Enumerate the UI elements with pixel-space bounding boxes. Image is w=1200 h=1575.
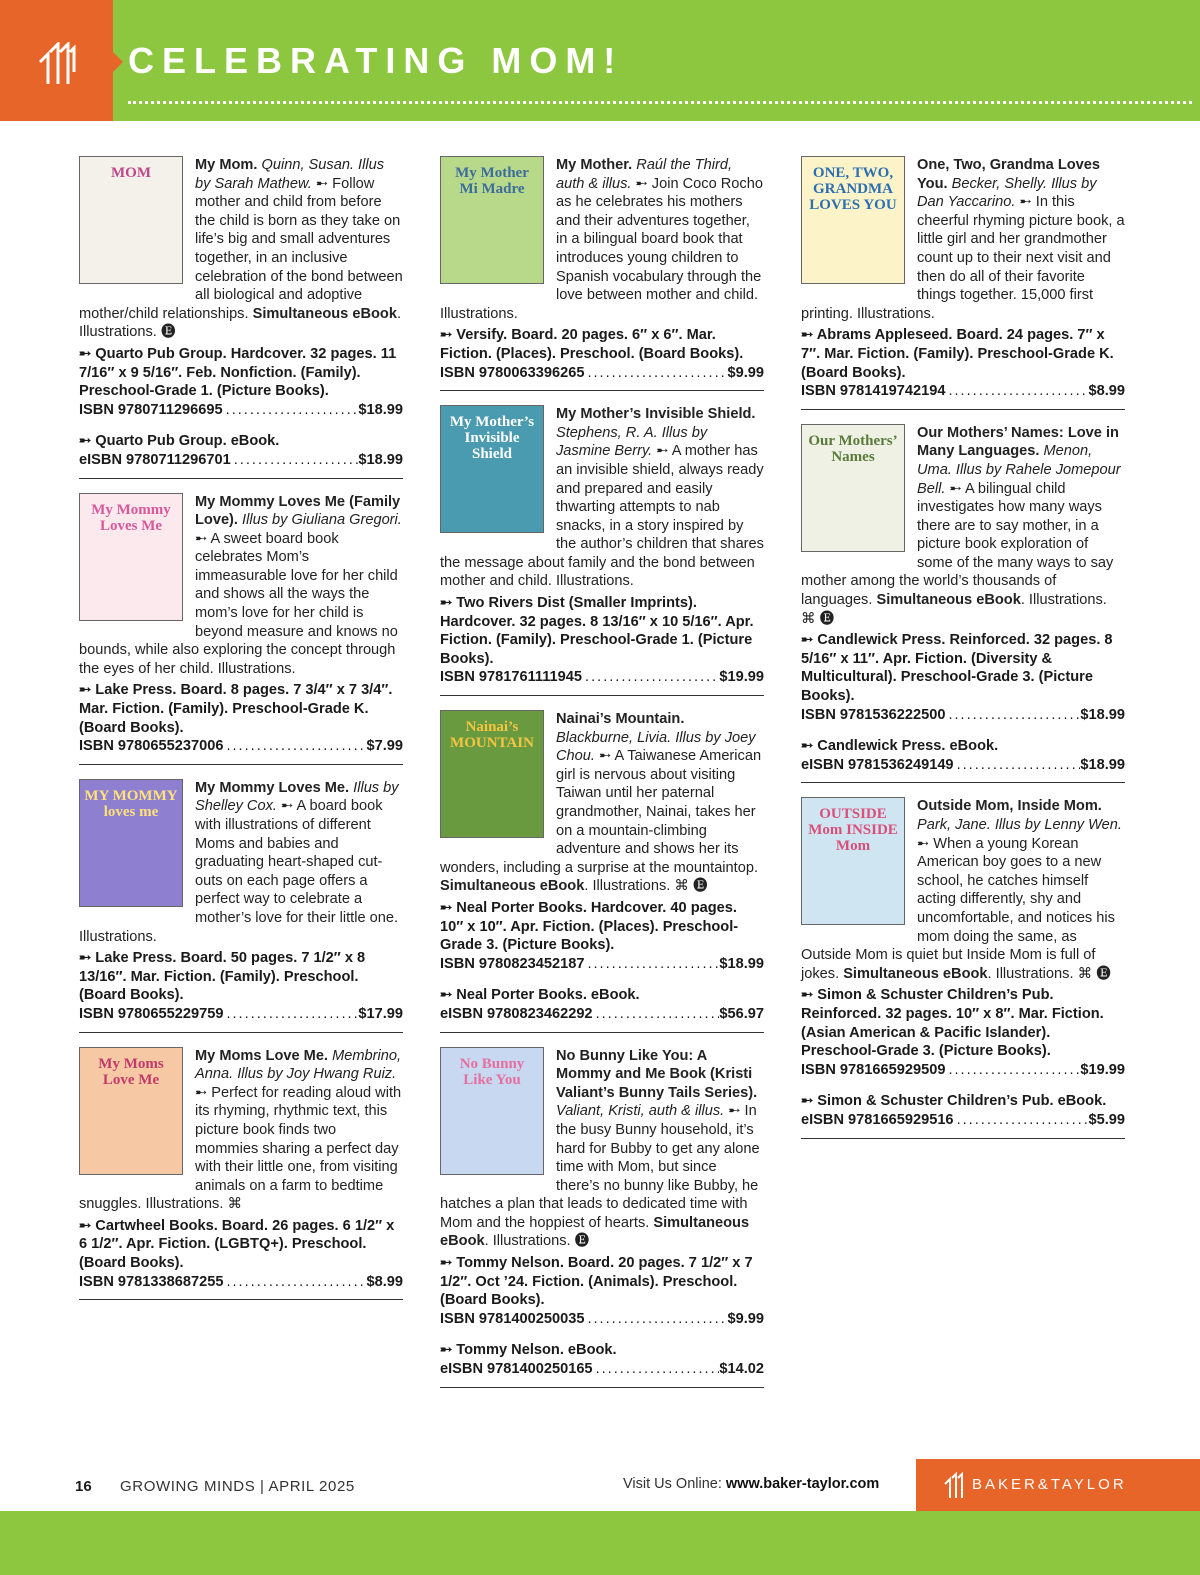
isbn-price-row: [79, 1273, 403, 1292]
brand-name: BAKER&TAYLOR: [972, 1476, 1127, 1493]
column-2: [440, 156, 764, 1402]
book-author: Illus by Shelley Cox.: [195, 779, 399, 815]
dot-leader: [945, 382, 1088, 401]
page-title: CELEBRATING MOM!: [128, 40, 624, 81]
isbn-price-row: [79, 1005, 403, 1024]
publisher-details: [801, 631, 1125, 705]
isbn-price-row: [440, 668, 764, 687]
edition-gap: [440, 973, 764, 983]
book-title: No Bunny Like You: A Mommy and Me Book (Kristi Valiant’s Bunny Tails Series).: [556, 1047, 758, 1101]
book-author: Quinn, Susan. Illus by Sarah Mathew.: [195, 157, 384, 192]
isbn-number: ISBN 9780063396265: [440, 364, 585, 381]
publisher-details: [79, 432, 403, 451]
dot-leader: [584, 955, 719, 974]
book-summary: A Taiwanese American girl is nervous about visiting Taiwan until her paternal grandmother, Nainai, takes her on a mountain-climbing adventure and shows her its wonders, including a surprise at the mountaintop.: [440, 748, 762, 876]
price: $18.99: [1080, 706, 1125, 723]
isbn-number: eISBN 9781665929516: [801, 1111, 954, 1128]
format-icons: 🅔: [160, 324, 176, 341]
isbn-number: ISBN 9781419742194: [801, 383, 946, 400]
book-cover-image: [440, 710, 544, 838]
dot-leader: [584, 364, 727, 383]
simultaneous-ebook-label: Simultaneous eBook: [252, 305, 397, 322]
publisher-text: Quarto Pub Group. eBook.: [95, 433, 280, 450]
arrow-icon: ➸: [195, 1084, 212, 1101]
arrow-icon: ➸: [594, 748, 615, 765]
publisher-text: Cartwheel Books. Board. 26 pages. 6 1/2″ x 6 1/2″. Apr. Fiction. (LGBTQ+). Preschool. (Board Books).: [79, 1217, 395, 1272]
book-cover-image: [440, 156, 544, 284]
dot-leader: [582, 668, 719, 687]
price: $19.99: [1080, 1061, 1125, 1078]
book-summary: In the busy Bunny household, it’s hard for Bubby to get any alone time with Mom, but since there’s no bunny like Bubby, he hatches a plan that leads to dedicated time with Mom and the hoppiest of hearts.: [440, 1103, 760, 1231]
book-entry: [79, 1047, 403, 1301]
publisher-text: Neal Porter Books. eBook.: [456, 987, 640, 1004]
visit-label: Visit Us Online:: [623, 1476, 722, 1492]
dot-leader: [231, 451, 359, 470]
dot-leader: [945, 706, 1080, 725]
book-cover-image: [440, 1047, 544, 1175]
arrow-icon: ➸: [801, 1093, 818, 1110]
arrow-icon: ➸: [801, 327, 817, 344]
isbn-price-row: [801, 706, 1125, 725]
arrow-icon: ➸: [801, 738, 818, 755]
arrow-icon: ➸: [631, 175, 652, 192]
format-icons: ⌘: [227, 1196, 243, 1213]
column-1: [79, 156, 403, 1314]
cover-title-text: Our Mothers’ Names: [808, 432, 898, 465]
publisher-text: Candlewick Press. Reinforced. 32 pages. 8 5/16″ x 11″. Apr. Fiction. (Diversity & Multicultural). Preschool-Grade 3. (Picture Books).: [801, 632, 1113, 705]
magazine-issue: GROWING MINDS | APRIL 2025: [120, 1478, 355, 1495]
edition-gap: [801, 1079, 1125, 1089]
header-dotted-rule: [128, 101, 1192, 104]
price: $19.99: [719, 669, 764, 686]
price: $56.97: [719, 1005, 764, 1022]
baker-taylor-logo-icon: [38, 42, 76, 84]
publisher-text: Tommy Nelson. Board. 20 pages. 7 1/2″ x 7 1/2″. Oct ’24. Fiction. (Animals). Preschool. (Board Books).: [440, 1255, 753, 1309]
book-entry: [79, 156, 403, 479]
dot-leader: [223, 737, 366, 756]
book-summary: A board book with illustrations of different Moms and babies and graduating heart-shaped cut-outs on each page offers a perfect way to celebrate a mother’s love for their little one. Illustrations.: [79, 798, 399, 945]
publisher-text: Versify. Board. 20 pages. 6″ x 6″. Mar. Fiction. (Places). Preschool. (Board Books).: [440, 327, 744, 362]
book-title: My Mommy Loves Me.: [195, 779, 350, 796]
page-number: 16: [75, 1478, 92, 1495]
book-title: My Moms Love Me.: [195, 1047, 328, 1064]
book-summary: A mother has an invisible shield, always ready and prepared and easily thwarting attempts to nab snacks, in a story inspired by the author’s children that shares the message about family and the bond between mother and child. Illustrations.: [440, 443, 764, 590]
arrow-icon: ➸: [79, 1217, 96, 1234]
price: $9.99: [727, 364, 764, 381]
arrow-icon: ➸: [724, 1103, 745, 1120]
book-author: Park, Jane. Illus by Lenny Wen.: [917, 817, 1122, 833]
isbn-price-row: [440, 364, 764, 383]
publisher-text: Lake Press. Board. 8 pages. 7 3/4″ x 7 3/4″. Mar. Fiction. (Family). Preschool-Grade K. (Board Books).: [79, 682, 393, 736]
arrow-icon: ➸: [440, 595, 457, 612]
isbn-number: ISBN 9780711296695: [79, 401, 223, 418]
price: $18.99: [358, 401, 403, 418]
edition-gap: [801, 724, 1125, 734]
dot-leader: [223, 1273, 366, 1292]
book-title: My Mommy Loves Me (Family Love).: [195, 493, 401, 529]
book-entry: [79, 779, 403, 1033]
cover-title-text: OUTSIDE Mom INSIDE Mom: [808, 806, 898, 855]
book-author: Illus by Giuliana Gregori.: [242, 512, 402, 529]
cover-title-text: No Bunny Like You: [459, 1055, 525, 1088]
book-title: Nainai’s Mountain.: [556, 711, 685, 728]
book-author: Blackburne, Livia. Illus by Joey Chou.: [556, 729, 756, 765]
isbn-price-row: [801, 756, 1125, 775]
publisher-details: [440, 1254, 764, 1310]
book-summary: Follow mother and child from before the child is born as they take on life’s big and small adventures together, in an inclusive celebration of the bond between all biological and adoptive mother/child relationships.: [79, 175, 403, 322]
book-entry: [801, 797, 1125, 1138]
publisher-text: Simon & Schuster Children’s Pub. Reinforced. 32 pages. 10″ x 8″. Mar. Fiction. (Asian American & Pacific Islander). Preschool-Grade 3. (Picture Books).: [801, 987, 1104, 1060]
isbn-price-row: [440, 1005, 764, 1024]
cover-title-text: MY MOMMY loves me: [84, 787, 178, 820]
book-summary: In this cheerful rhyming picture book, a little girl and her grandmother count up to their next visit and then do all of their favorite things together. 15,000 first printing. Illustrations.: [801, 194, 1125, 322]
publisher-details: [440, 899, 764, 955]
book-entry: [440, 156, 764, 391]
book-entry: [440, 1047, 764, 1388]
dot-leader: [954, 1111, 1089, 1130]
book-entry: [440, 710, 764, 1033]
publisher-text: Neal Porter Books. Hardcover. 40 pages. 10″ x 10″. Apr. Fiction. (Places). Preschool-Grade 3. (Picture Books).: [440, 899, 739, 954]
book-title: My Mother.: [556, 157, 633, 173]
format-icons: 🅔: [574, 1233, 590, 1250]
book-entry: [79, 493, 403, 765]
isbn-number: ISBN 9780655237006: [79, 738, 224, 755]
book-cover-image: [801, 424, 905, 552]
isbn-number: ISBN 9781761111945: [440, 669, 583, 686]
book-entry: [440, 405, 764, 696]
book-cover-image: [79, 779, 183, 907]
price: $17.99: [358, 1005, 403, 1022]
publisher-details: [801, 326, 1125, 382]
arrow-icon: ➸: [311, 175, 333, 192]
arrow-icon: ➸: [79, 345, 96, 362]
arrow-icon: ➸: [440, 899, 457, 916]
arrow-icon: ➸: [276, 798, 297, 815]
cover-title-text: My Moms Love Me: [98, 1055, 164, 1088]
book-summary: Perfect for reading aloud with its rhyming, rhythmic text, this picture book finds two mommies sharing a perfect day with their little one, from visiting animals on a farm to bedtime snuggles. Illustrations.: [79, 1084, 402, 1213]
arrow-icon: ➸: [917, 835, 934, 852]
baker-taylor-logo-icon: [944, 1472, 966, 1498]
column-3: [801, 156, 1125, 1153]
illustrations-note: . Illustrations.: [987, 965, 1074, 982]
illustrations-note: . Illustrations.: [584, 878, 671, 895]
isbn-number: ISBN 9781338687255: [79, 1273, 224, 1290]
dot-leader: [584, 1310, 727, 1329]
isbn-number: ISBN 9781400250035: [440, 1310, 585, 1327]
publisher-details: [440, 594, 764, 668]
price: $9.99: [727, 1310, 764, 1327]
isbn-number: eISBN 9781400250165: [440, 1361, 593, 1378]
dot-leader: [593, 1360, 720, 1379]
simultaneous-ebook-label: Simultaneous eBook: [876, 592, 1021, 609]
arrow-icon: ➸: [79, 682, 96, 699]
publisher-details: [79, 681, 403, 737]
publisher-details: [440, 1341, 764, 1360]
isbn-number: eISBN 9781536249149: [801, 756, 954, 773]
publisher-details: [440, 986, 764, 1005]
book-title: One, Two, Grandma Loves You.: [917, 157, 1100, 192]
publisher-details: [79, 345, 403, 401]
publisher-details: [801, 737, 1125, 756]
price: $8.99: [366, 1273, 403, 1290]
isbn-price-row: [440, 1360, 764, 1379]
book-title: Outside Mom, Inside Mom.: [917, 798, 1102, 815]
arrow-icon: ➸: [440, 1342, 457, 1359]
footer-logo: [916, 1459, 1200, 1511]
book-cover-image: [801, 797, 905, 925]
isbn-price-row: [440, 955, 764, 974]
price: $8.99: [1088, 383, 1125, 400]
price: $14.02: [719, 1361, 764, 1378]
book-summary: Join Coco Rocho as he celebrates his mothers and their adventures together, in a bilingual board book that introduces young children to Spanish vocabulary through the love between mother and child. Illustrations.: [440, 175, 763, 322]
book-author: Valiant, Kristi, auth & illus.: [556, 1103, 725, 1120]
isbn-price-row: [801, 1111, 1125, 1130]
publisher-text: Lake Press. Board. 50 pages. 7 1/2″ x 8 13/16″. Mar. Fiction. (Family). Preschool. (Board Books).: [79, 950, 366, 1004]
format-icons: ⌘ 🅔: [674, 878, 708, 895]
arrow-icon: ➸: [1015, 194, 1036, 211]
book-cover-image: [79, 493, 183, 621]
book-title: Our Mothers’ Names: Love in Many Languages.: [917, 424, 1119, 460]
dot-leader: [945, 1061, 1080, 1080]
publisher-text: Two Rivers Dist (Smaller Imprints). Hardcover. 32 pages. 8 13/16″ x 10 5/16″. Apr. Fiction. (Family). Preschool-Grade 1. (Picture Books).: [440, 595, 754, 667]
isbn-number: eISBN 9780711296701: [79, 451, 231, 468]
publisher-text: Simon & Schuster Children’s Pub. eBook.: [817, 1093, 1107, 1110]
price: $18.99: [719, 955, 764, 972]
price: $5.99: [1088, 1111, 1125, 1128]
publisher-details: [801, 1092, 1125, 1111]
book-cover-image: [440, 405, 544, 533]
arrow-icon: ➸: [652, 443, 672, 460]
book-author: Menon, Uma. Illus by Rahele Jomepour Bell.: [917, 443, 1121, 497]
isbn-price-row: [801, 382, 1125, 401]
price: $7.99: [366, 738, 403, 755]
illustrations-note: . Illustrations.: [484, 1233, 571, 1250]
book-author: Raúl the Third, auth & illus.: [556, 157, 732, 192]
illustrations-note: . Illustrations.: [1020, 592, 1107, 609]
simultaneous-ebook-label: Simultaneous eBook: [843, 965, 988, 982]
book-author: Membrino, Anna. Illus by Joy Hwang Ruiz.: [195, 1047, 401, 1083]
price: $18.99: [358, 451, 403, 468]
simultaneous-ebook-label: Simultaneous eBook: [440, 1214, 750, 1250]
arrow-icon: ➸: [440, 1255, 457, 1272]
arrow-icon: ➸: [79, 950, 96, 967]
cover-title-text: My Mommy Loves Me: [91, 501, 171, 534]
arrow-icon: ➸: [79, 433, 96, 450]
publisher-text: Candlewick Press. eBook.: [817, 738, 999, 755]
publisher-details: [79, 1217, 403, 1273]
isbn-price-row: [440, 1310, 764, 1329]
footer-bar: [0, 1511, 1200, 1575]
cover-title-text: My Mother Mi Madre: [455, 165, 529, 197]
publisher-text: Abrams Appleseed. Board. 24 pages. 7″ x 7″. Mar. Fiction. (Family). Preschool-Grade K. (Board Books).: [801, 327, 1114, 381]
dot-leader: [223, 401, 359, 420]
book-cover-image: [79, 1047, 183, 1175]
arrow-icon: ➸: [801, 632, 818, 649]
arrow-icon: ➸: [945, 480, 965, 497]
isbn-price-row: [801, 1061, 1125, 1080]
isbn-number: ISBN 9781665929509: [801, 1061, 946, 1078]
book-summary: When a young Korean American boy goes to a new school, he catches himself acting differently, shy and uncomfortable, and notices his mom doing the same, as Outside Mom is quiet but Inside Mom is full of jokes.: [801, 835, 1115, 982]
arrow-icon: ➸: [195, 530, 211, 547]
isbn-price-row: [79, 451, 403, 470]
arrow-icon: ➸: [440, 327, 457, 344]
book-author: Stephens, R. A. Illus by Jasmine Berry.: [556, 424, 708, 460]
isbn-number: ISBN 9780655229759: [79, 1005, 224, 1022]
book-title: My Mother’s Invisible Shield.: [556, 406, 756, 423]
visit-online: [623, 1476, 879, 1492]
arrow-icon: ➸: [801, 987, 818, 1004]
isbn-price-row: [79, 401, 403, 420]
isbn-number: eISBN 9780823462292: [440, 1005, 593, 1022]
edition-gap: [440, 1328, 764, 1338]
book-author: Becker, Shelly. Illus by Dan Yaccarino.: [917, 175, 1097, 211]
website-link[interactable]: www.baker-taylor.com: [725, 1476, 880, 1492]
arrow-icon: ➸: [440, 987, 457, 1004]
book-entry: [801, 156, 1125, 410]
book-summary: A bilingual child investigates how many ways there are to say mother, in a picture book exploration of some of the many ways to say mother among the world’s thousands of languages.: [801, 480, 1114, 609]
publisher-text: Tommy Nelson. eBook.: [456, 1342, 617, 1359]
logo-box: [0, 0, 113, 121]
book-cover-image: [801, 156, 905, 284]
book-title: My Mom.: [195, 157, 258, 173]
publisher-details: [801, 986, 1125, 1060]
isbn-price-row: [79, 737, 403, 756]
cover-title-text: ONE, TWO, GRANDMA LOVES YOU: [809, 165, 897, 213]
page-header: [0, 0, 1200, 121]
cover-title-text: My Mother’s Invisible Shield: [449, 414, 535, 463]
cover-title-text: Nainai’s MOUNTAIN: [450, 719, 534, 752]
dot-leader: [223, 1005, 358, 1024]
publisher-details: [79, 949, 403, 1005]
simultaneous-ebook-label: Simultaneous eBook: [440, 878, 585, 895]
isbn-number: ISBN 9781536222500: [801, 706, 946, 723]
book-summary: A sweet board book celebrates Mom’s immeasurable love for her child and shows all the ways the mom’s love for her child is beyond measure and knows no bounds, while also exploring the concept through the eyes of her child. Illustrations.: [79, 530, 398, 677]
cover-title-text: MOM: [111, 165, 151, 181]
dot-leader: [954, 756, 1081, 775]
publisher-details: [440, 326, 764, 363]
publisher-text: Quarto Pub Group. Hardcover. 32 pages. 11 7/16″ x 9 5/16″. Feb. Nonfiction. (Family). Preschool-Grade 1. (Picture Books).: [79, 345, 397, 400]
format-icons: ⌘ 🅔: [801, 610, 835, 627]
format-icons: ⌘ 🅔: [1077, 965, 1111, 982]
book-cover-image: [79, 156, 183, 284]
illustrations-note: . Illustrations.: [79, 305, 401, 341]
book-entry: [801, 424, 1125, 784]
dot-leader: [593, 1005, 720, 1024]
edition-gap: [79, 419, 403, 429]
isbn-number: ISBN 9780823452187: [440, 955, 585, 972]
price: $18.99: [1080, 756, 1125, 773]
